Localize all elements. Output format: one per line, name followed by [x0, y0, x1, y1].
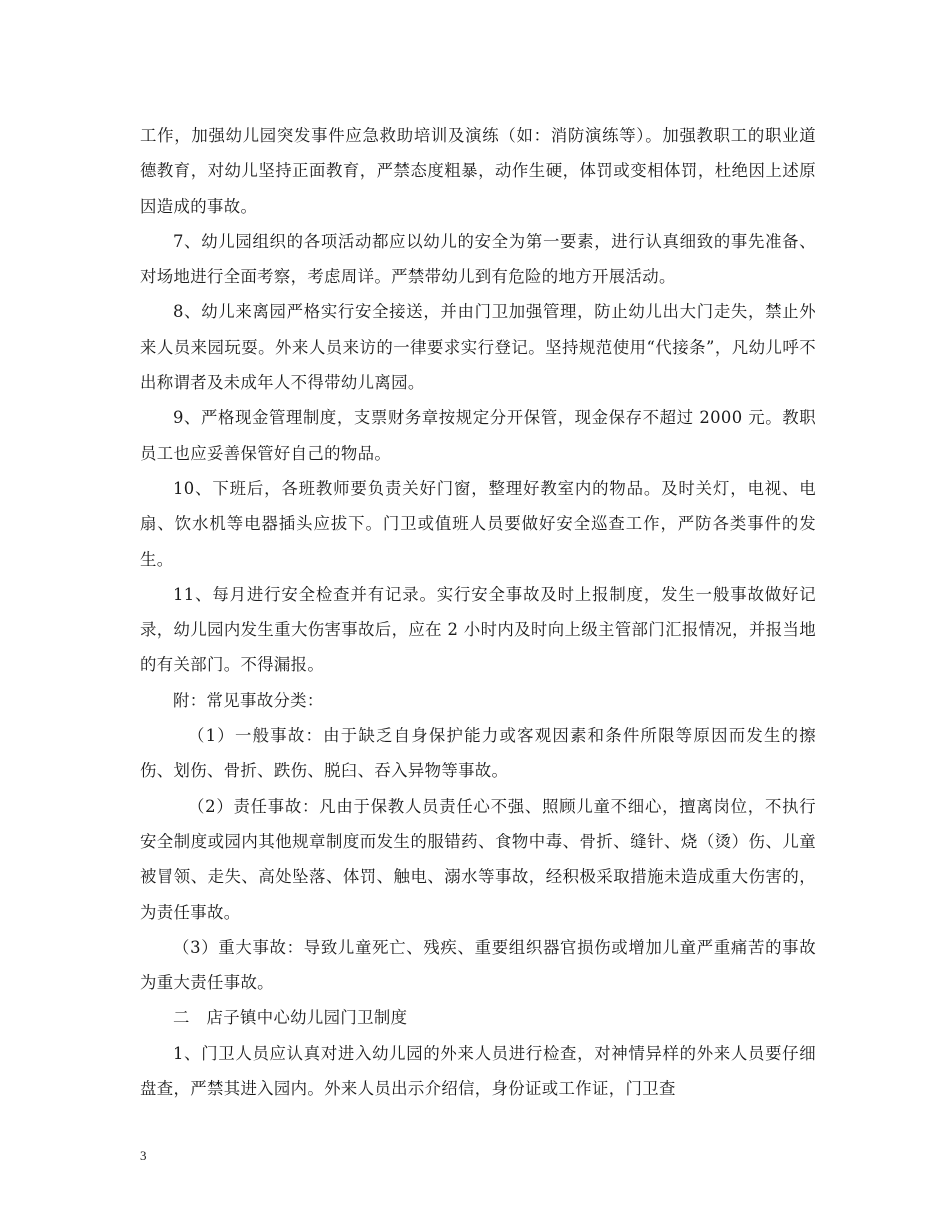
paragraph-item-7: 7、幼儿园组织的各项活动都应以幼儿的安全为第一要素，进行认真细致的事先准备、对场地进行全面考察，考虑周详。严禁带幼儿到有危险的地方开展活动。: [140, 231, 816, 287]
paragraph-gatekeeper-item-1: 1、门卫人员应认真对进入幼儿园的外来人员进行检查，对神情异样的外来人员要仔细盘查，严禁其进入园内。外来人员出示介绍信，身份证或工作证，门卫查: [140, 1043, 816, 1099]
paragraph-liability-accident: （2）责任事故：凡由于保教人员责任心不强、照顾儿童不细心，擅离岗位，不执行安全制度或园内其他规章制度而发生的服错药、食物中毒、骨折、缝针、烧（烫）伤、儿童被冒领、走失、高处坠落、体罚、触电、溺水等事故，经积极采取措施未造成重大伤害的，为责任事故。: [140, 796, 816, 922]
body-text: [140, 118, 816, 1106]
paragraph-continuation: 工作，加强幼儿园突发事件应急救助培训及演练（如：消防演练等）。加强教职工的职业道德教育，对幼儿坚持正面教育，严禁态度粗暴，动作生硬，体罚或变相体罚，杜绝因上述原因造成的事故。: [140, 126, 816, 216]
paragraph-item-8: 8、幼儿来离园严格实行安全接送，并由门卫加强管理，防止幼儿出大门走失，禁止外来人员来园玩耍。外来人员来访的一律要求实行登记。坚持规范使用“代接条”，凡幼儿呼不出称谓者及未成年人不得带幼儿离园。: [140, 302, 816, 393]
paragraph-item-10: 10、下班后，各班教师要负责关好门窗，整理好教室内的物品。及时关灯，电视、电扇、饮水机等电器插头应拔下。门卫或值班人员要做好安全巡查工作，严防各类事件的发生。: [140, 478, 816, 569]
paragraph-major-accident: （3）重大事故：导致儿童死亡、残疾、重要组织器官损伤或增加儿童严重痛苦的事故为重大责任事故。: [140, 937, 816, 993]
paragraph-general-accident: （1）一般事故：由于缺乏自身保护能力或客观因素和条件所限等原因而发生的擦伤、划伤、骨折、跌伤、脱臼、吞入异物等事故。: [140, 726, 816, 781]
section-heading-gatekeeper: 二 店子镇中心幼儿园门卫制度: [173, 1008, 408, 1028]
page-number: 3: [140, 1148, 147, 1163]
paragraph-item-9: 9、严格现金管理制度，支票财务章按规定分开保管，现金保存不超过 2000 元。教职员工也应妥善保管好自己的物品。: [140, 408, 816, 463]
paragraph-item-11: 11、每月进行安全检查并有记录。实行安全事故及时上报制度，发生一般事故做好记录，幼儿园内发生重大伤害事故后，应在 2 小时内及时向上级主管部门汇报情况，并报当地的有关部门。不得漏报。: [140, 584, 816, 675]
paragraph-appendix-heading: 附：常见事故分类：: [173, 690, 324, 710]
